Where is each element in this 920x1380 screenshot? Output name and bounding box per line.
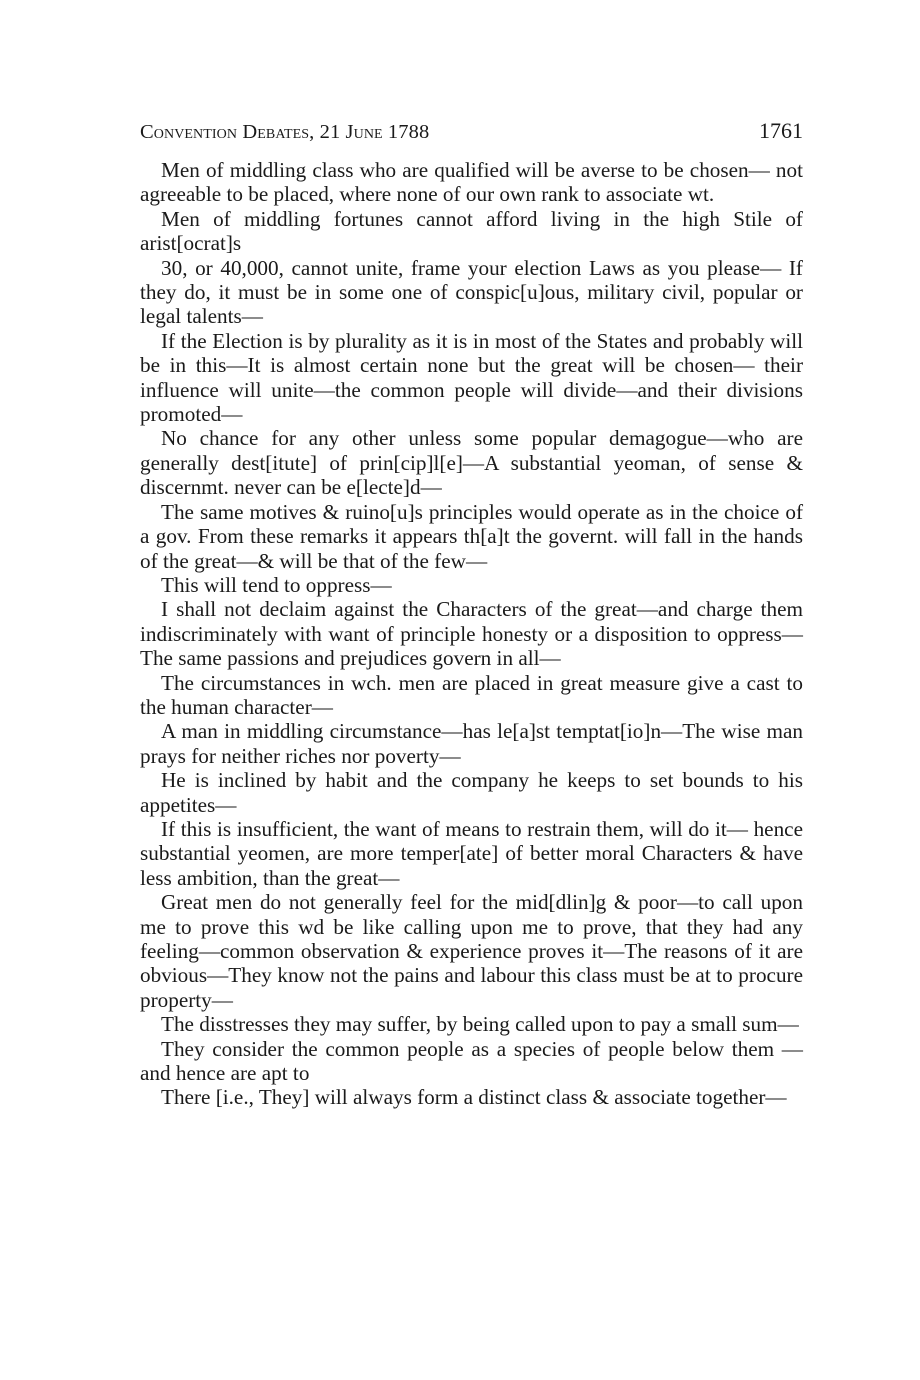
paragraph: The same motives & ruino[u]s principles would operate as in the choice of a gov. From these remarks it appears th[a]t the governt. will fall in the hands of the great—& will be that of the few— bbox=[140, 499, 803, 573]
running-head bbox=[140, 118, 803, 158]
page-number: 1761 bbox=[759, 118, 803, 143]
page bbox=[140, 118, 803, 1110]
paragraph: Men of middling fortunes cannot afford living in the high Stile of arist[ocrat]s bbox=[140, 206, 803, 256]
paragraph: Great men do not generally feel for the mid[dlin]g & poor—to call upon me to prove this wd be like calling upon me to prove, that they had any feeling—common observation & experience proves it—The reasons of it are obvious—They know not the pains and labour this class must be at to procure property— bbox=[140, 890, 803, 1012]
paragraph: They consider the common people as a species of people below them —and hence are apt to bbox=[140, 1036, 803, 1086]
paragraph: The circumstances in wch. men are placed in great measure give a cast to the human character— bbox=[140, 670, 803, 719]
paragraph: There [i.e., They] will always form a distinct class & associate together— bbox=[161, 1085, 787, 1110]
body-text bbox=[140, 158, 803, 1110]
running-title-part: Convention Debates bbox=[140, 121, 310, 143]
running-title bbox=[140, 121, 429, 144]
running-title-part: June bbox=[345, 121, 383, 143]
paragraph: Men of middling class who are qualified will be averse to be chosen— not agreeable to be placed, where none of our own rank to associate wt. bbox=[140, 158, 803, 207]
paragraph: No chance for any other unless some popular demagogue—who are generally dest[itute] of prin[cip]l[e]—A substantial yeoman, of sense & discernmt. never can be e[lecte]d— bbox=[140, 426, 803, 500]
paragraph: I shall not declaim against the Characters of the great—and charge them indiscriminately with want of principle honesty or a disposition to oppress—The same passions and prejudices govern in all— bbox=[140, 597, 803, 671]
paragraph: A man in middling circumstance—has le[a]st temptat[io]n—The wise man prays for neither riches nor poverty— bbox=[140, 719, 803, 768]
paragraph: If this is insufficient, the want of means to restrain them, will do it— hence substantial yeomen, are more temper[ate] of better moral Characters & have less ambition, than the great— bbox=[140, 816, 803, 890]
running-title-part: , 21 bbox=[309, 121, 346, 143]
paragraph: This will tend to oppress— bbox=[161, 572, 392, 597]
paragraph: If the Election is by plurality as it is in most of the States and probably will be in this—It is almost certain none but the great will be chosen— their influence will unite—the common people will divide—and their divisions promoted— bbox=[140, 328, 803, 427]
paragraph: 30, or 40,000, cannot unite, frame your election Laws as you please— If they do, it must be in some one of conspic[u]ous, military civil, popular or legal talents— bbox=[140, 255, 803, 329]
paragraph: The disstresses they may suffer, by being called upon to pay a small sum— bbox=[161, 1012, 799, 1037]
running-title-part: 1788 bbox=[382, 121, 430, 143]
paragraph: He is inclined by habit and the company he keeps to set bounds to his appetites— bbox=[140, 768, 803, 817]
